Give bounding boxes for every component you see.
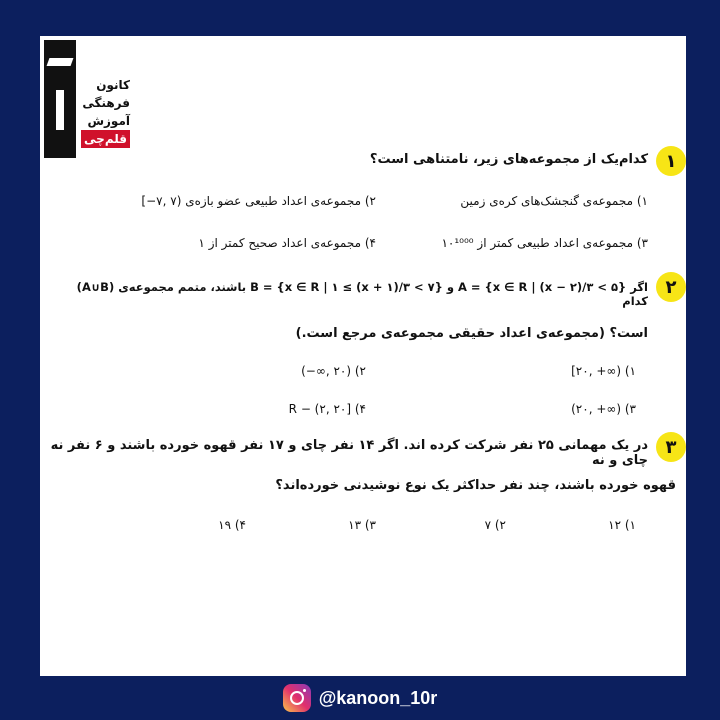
- question-stem: کدام‌یک از مجموعه‌های زیر، نامتناهی است؟: [369, 152, 648, 167]
- exam-page: [40, 36, 686, 676]
- option-4: ۴) [۲۰ ,۲) − R: [288, 402, 366, 416]
- option-3: ۳) (∞+ ,۲۰): [571, 402, 636, 416]
- logo-line2: فرهنگی: [82, 96, 130, 110]
- question-stem-line2: قهوه خورده باشند، چند نفر حداکثر یک نوع نوشیدنی خورده‌اند؟: [275, 478, 676, 493]
- question-stem-line2: است؟ (مجموعه‌ی اعداد حقیقی مجموعه‌ی مرجع است.): [295, 326, 648, 341]
- option-2: ۲) ۷: [484, 518, 506, 532]
- instagram-icon[interactable]: [283, 684, 311, 712]
- question-number-badge: ۱: [656, 146, 686, 176]
- question-stem-line1: اگر {A = {x ∈ R | (x − ۲)/۳ < ۵ و {B = {x ∈ R | ۱ ≤ (x + ۱)/۳ < ۷ باشند، متمم مجموعه‌ی (A∪B) کدام: [76, 280, 648, 308]
- logo-line1: کانون: [96, 78, 130, 92]
- logo-line3: آموزش: [87, 114, 130, 128]
- question-stem-line1: در یک مهمانی ۲۵ نفر شرکت کرده اند. اگر ۱۴ نفر چای و ۱۷ نفر قهوه خورده باشند و ۶ نفر نه چای و نه: [50, 438, 648, 468]
- option-1: ۱) مجموعه‌ی گنجشک‌های کره‌ی زمین: [460, 194, 648, 208]
- question-3: [50, 432, 676, 542]
- option-4: ۴) ۱۹: [218, 518, 246, 532]
- instagram-handle[interactable]: @kanoon_10r: [318, 687, 438, 708]
- option-3: ۳) ۱۳: [348, 518, 376, 532]
- question-1: [50, 146, 676, 256]
- footer: [0, 684, 720, 712]
- option-2: ۲) (۲۰ ,∞−): [301, 364, 366, 378]
- question-2: [50, 272, 676, 422]
- option-3: ۳) مجموعه‌ی اعداد طبیعی کمتر از ۱۰¹⁰⁰⁰: [441, 236, 648, 250]
- option-1: ۱) ۱۲: [608, 518, 636, 532]
- question-number-badge: ۳: [656, 432, 686, 462]
- logo-line4: قلم‌چی: [81, 130, 130, 148]
- graduate-figure-icon: [44, 40, 76, 158]
- question-number-badge: ۲: [656, 272, 686, 302]
- option-4: ۴) مجموعه‌ی اعداد صحیح کمتر از ۱: [198, 236, 376, 250]
- kanoon-logo: [44, 40, 132, 158]
- option-1: ۱) (∞+ ,۲۰]: [571, 364, 636, 378]
- option-2: ۲) مجموعه‌ی اعداد طبیعی عضو بازه‌ی (۷ ,۷−]: [141, 194, 376, 208]
